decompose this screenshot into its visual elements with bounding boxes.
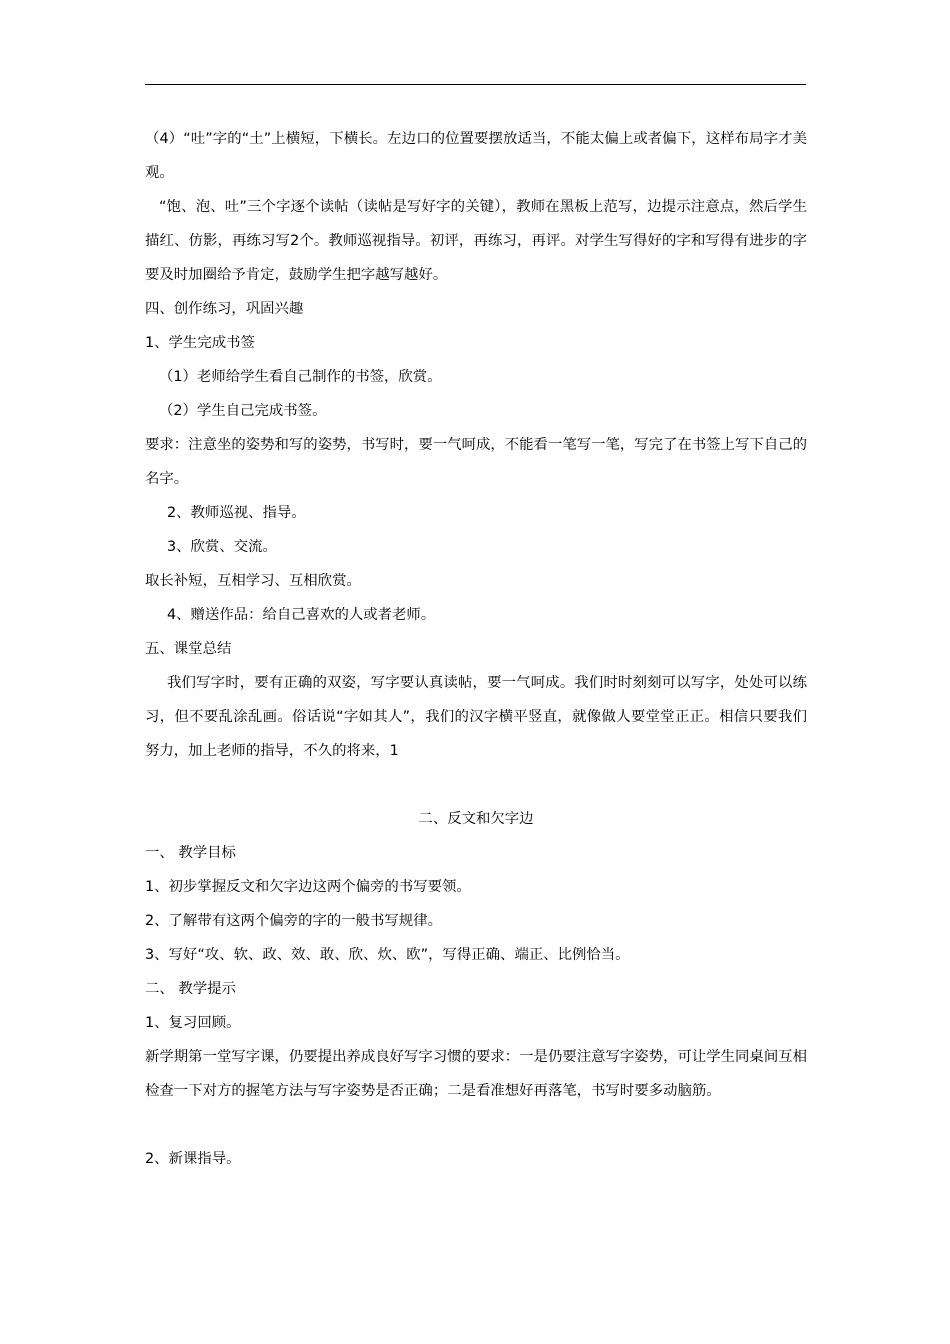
paragraph: 新学期第一堂写字课，仍要提出养成良好写字习惯的要求：一是仍要注意写字姿势，可让学生同桌间互相检查一下对方的握笔方法与写字姿势是否正确；二是看准想好再落笔，书写时要多动脑筋。 — [145, 1049, 807, 1099]
paragraph: 1、初步掌握反文和欠字边这两个偏旁的书写要领。 — [145, 879, 471, 895]
paragraph: 2、教师巡视、指导。 — [167, 505, 306, 521]
paragraph: 1、复习回顾。 — [145, 1015, 241, 1031]
paragraph: 要求：注意坐的姿势和写的姿势，书写时，要一气呵成，不能看一笔写一笔，写完了在书签上写下自己的名字。 — [145, 437, 807, 487]
paragraph: 2、了解带有这两个偏旁的字的一般书写规律。 — [145, 913, 442, 929]
document-body — [145, 122, 807, 1176]
paragraph: 4、赠送作品：给自己喜欢的人或者老师。 — [167, 607, 436, 623]
paragraph: （4）“吐”字的“土”上横短，下横长。左边口的位置要摆放适当，不能太偏上或者偏下，这样布局字才美观。 — [145, 131, 807, 181]
paragraph: 3、写好“攻、软、政、效、敢、欣、炊、欧”，写得正确、端正、比例恰当。 — [145, 947, 630, 963]
section-heading: 二、 教学提示 — [145, 981, 236, 997]
paragraph: 2、新课指导。 — [145, 1151, 241, 1167]
paragraph: 1、学生完成书签 — [145, 335, 255, 351]
paragraph: 取长补短，互相学习、互相欣赏。 — [145, 573, 361, 589]
header-rule — [145, 84, 806, 85]
paragraph: “饱、泡、吐”三个字逐个读帖（读帖是写好字的关键），教师在黑板上范写，边提示注意点，然后学生描红、仿影，再练习写2个。教师巡视指导。初评，再练习，再评。对学生写得好的字和写得有进步的字要及时加圈给予肯定，鼓励学生把字越写越好。 — [145, 199, 807, 283]
paragraph: 3、欣赏、交流。 — [167, 539, 277, 555]
section-heading: 四、创作练习，巩固兴趣 — [145, 301, 304, 317]
lesson-title: 二、反文和欠字边 — [418, 811, 534, 827]
paragraph: （2）学生自己完成书签。 — [159, 403, 327, 419]
section-heading: 一、 教学目标 — [145, 845, 236, 861]
section-heading: 五、课堂总结 — [145, 641, 232, 657]
paragraph: 我们写字时，要有正确的双姿，写字要认真读帖，要一气呵成。我们时时刻刻可以写字，处处可以练习，但不要乱涂乱画。俗话说“字如其人”，我们的汉字横平竖直，就像做人要堂堂正正。相信只要我们努力，加上老师的指导，不久的将来，1 — [145, 675, 807, 759]
paragraph: （1）老师给学生看自己制作的书签，欣赏。 — [159, 369, 442, 385]
